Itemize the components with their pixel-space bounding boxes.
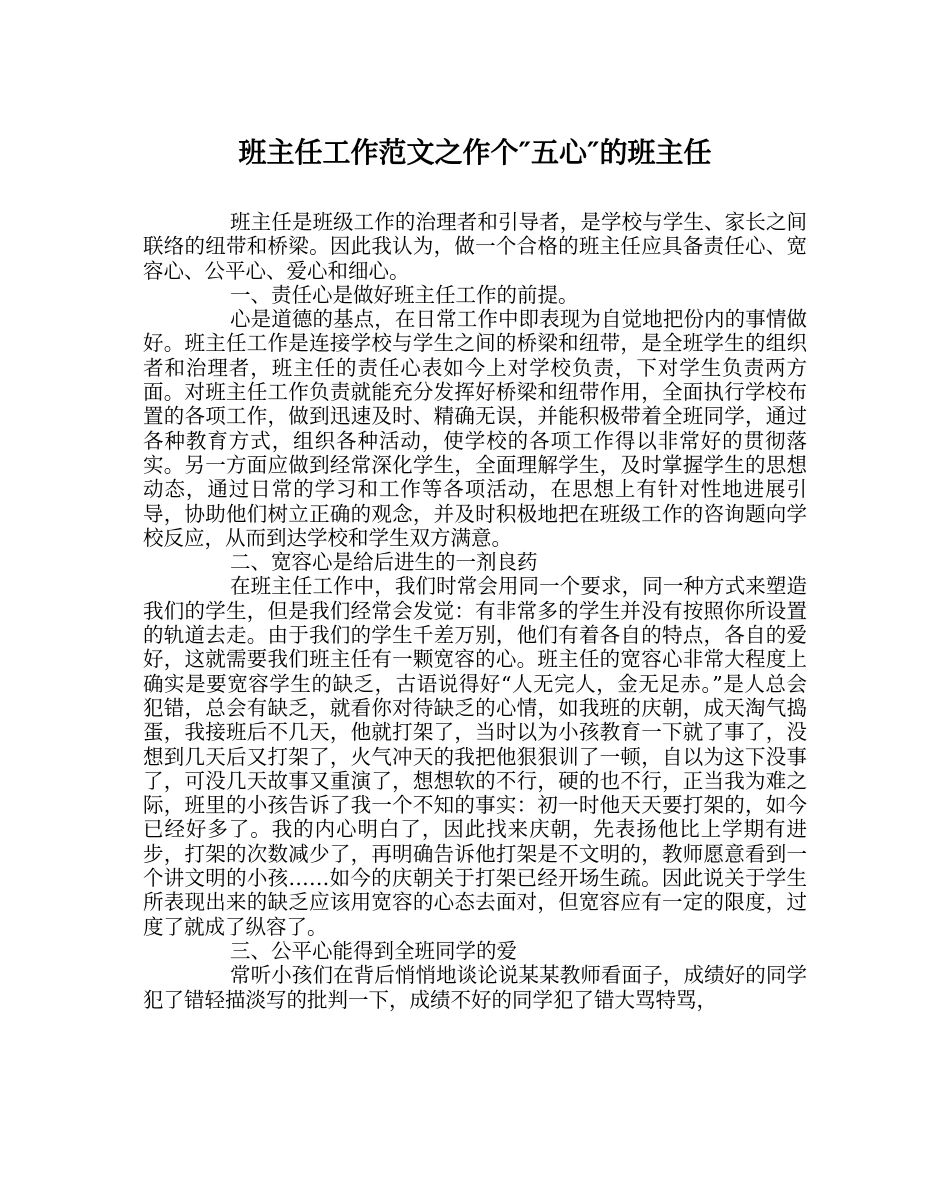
paragraph-fairness: 常听小孩们在背后悄悄地谈论说某某教师看面子，成绩好的同学犯了错轻描淡写的批判一下，成绩不好的同学犯了错大骂特骂， <box>143 963 807 1012</box>
document-body <box>143 210 807 1012</box>
paragraph-intro: 班主任是班级工作的治理者和引导者，是学校与学生、家长之间联络的纽带和桥梁。因此我认为，做一个合格的班主任应具备责任心、宽容心、公平心、爱心和细心。 <box>143 210 807 283</box>
section-heading-responsibility: 一、责任心是做好班主任工作的前提。 <box>230 282 579 307</box>
paragraph-tolerance: 在班主任工作中，我们时常会用同一个要求，同一种方式来塑造我们的学生，但是我们经常会发觉：有非常多的学生并没有按照你所设置的轨道去走。由于我们的学生千差万别，他们有着各自的特点，各自的爱好，这就需要我们班主任有一颗宽容的心。班主任的宽容心非常大程度上确实是要宽容学生的缺乏，古语说得好“人无完人，金无足赤。”是人总会犯错，总会有缺乏，就看你对待缺乏的心情，如我班的庆朝，成天淘气捣蛋，我接班后不几天，他就打架了，当时以为小孩教育一下就了事了，没想到几天后又打架了，火气冲天的我把他狠狠训了一顿，自以为这下没事了，可没几天故事又重演了，想想软的不行，硬的也不行，正当我为难之际，班里的小孩告诉了我一个不知的事实：初一时他天天要打架的，如今已经好多了。我的内心明白了，因此找来庆朝，先表扬他比上学期有进步，打架的次数减少了，再明确告诉他打架是不文明的，教师愿意看到一个讲文明的小孩……如今的庆朝关于打架已经开场生疏。因此说关于学生所表现出来的缺乏应该用宽容的心态去面对，但宽容应有一定的限度，过度了就成了纵容了。 <box>143 574 807 939</box>
section-heading-fairness: 三、公平心能得到全班同学的爱 <box>230 938 517 963</box>
paragraph-responsibility: 心是道德的基点，在日常工作中即表现为自觉地把份内的事情做好。班主任工作是连接学校与学生之间的桥梁和纽带，是全班学生的组织者和治理者，班主任的责任心表如今上对学校负责，下对学生负责两方面。对班主任工作负责就能充分发挥好桥梁和纽带作用，全面执行学校布置的各项工作，做到迅速及时、精确无误，并能积极带着全班同学，通过各种教育方式，组织各种活动，使学校的各项工作得以非常好的贯彻落实。另一方面应做到经常深化学生，全面理解学生，及时掌握学生的思想动态，通过日常的学习和工作等各项活动，在思想上有针对性地进展引导，协助他们树立正确的观念，并及时积极地把在班级工作的咨询题向学校反应，从而到达学校和学生双方满意。 <box>143 307 807 550</box>
section-heading-tolerance: 二、宽容心是给后进生的一剂良药 <box>230 550 538 575</box>
document-title: 班主任工作范文之作个″五心″的班主任 <box>238 136 712 169</box>
